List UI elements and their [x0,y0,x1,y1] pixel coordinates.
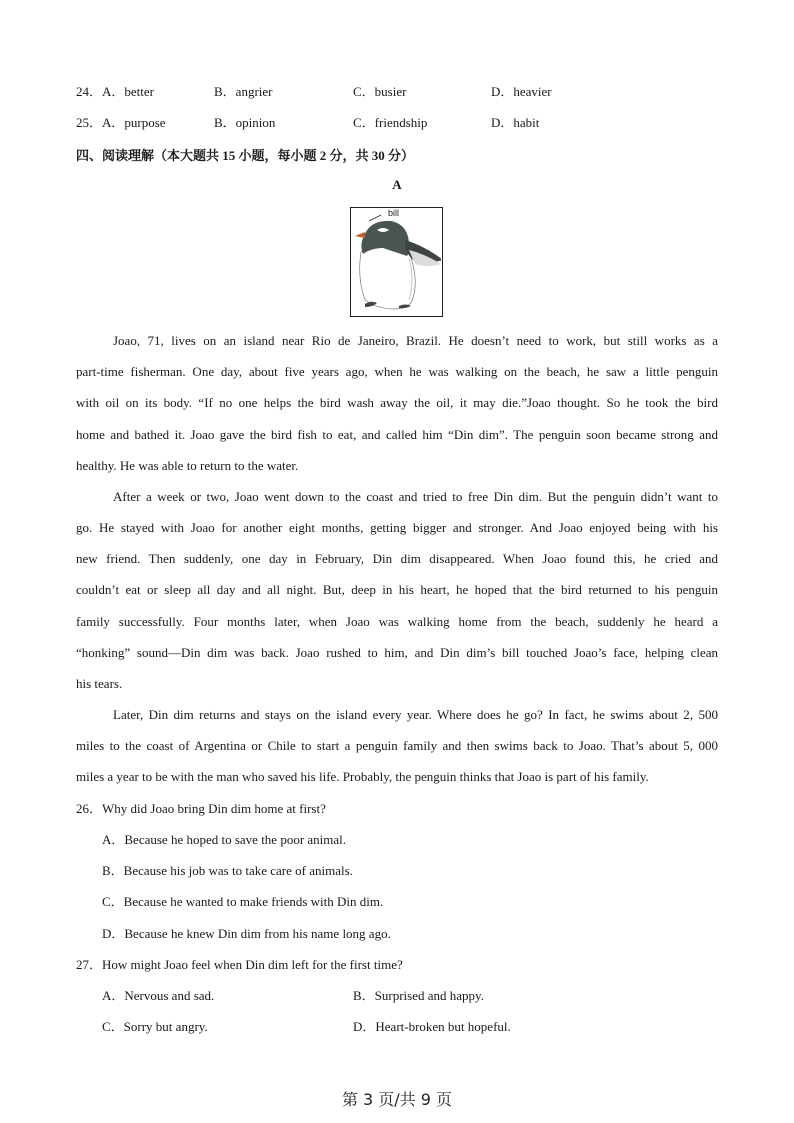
penguin-illustration [351,208,441,315]
question-27-stem: 27．How might Joao feel when Din dim left for the first time? [76,957,403,972]
paragraph-line: part-time fisherman. One day, about five years ago, when he was walking on the beach, he saw a little penguin [76,364,718,379]
option-c: C．busier [353,84,407,99]
option-b: B．opinion [214,115,276,130]
question-26-option-c: C．Because he wanted to make friends with Din dim. [102,894,384,909]
question-27-option-d: D．Heart-broken but hopeful. [353,1019,511,1034]
paragraph-line: go. He stayed with Joao for another eight months, getting bigger and stronger. And Joao enjoyed being with his [76,520,718,535]
paragraph-line: Later, Din dim returns and stays on the island every year. Where does he go? In fact, he swims about 2, 500 [113,707,718,722]
paragraph-line: new friend. Then suddenly, one day in February, Din dim disappeared. When Joao found this, he cried and [76,551,718,566]
question-27-option-a: A．Nervous and sad. [102,988,215,1003]
paragraph-line: with oil on its body. “If no one helps the bird wash away the oil, it may die.”Joao thought. So he took the bird [76,395,718,410]
paragraph-line: couldn’t eat or sleep all day and all night. But, deep in his heart, he hoped that the bird returned to his penguin [76,582,718,597]
figure-label-bill: bill [388,208,400,218]
question-number: 24． [76,84,103,99]
paragraph-line: After a week or two, Joao went down to the coast and tried to free Din dim. But the penguin didn’t want to [113,489,718,504]
penguin-figure [350,207,443,317]
page-footer: 第 3 页/共 9 页 [341,1090,453,1109]
option-d: D．heavier [491,84,552,99]
option-b: B．angrier [214,84,273,99]
question-26-stem: 26．Why did Joao bring Din dim home at first? [76,801,326,816]
option-c: C．friendship [353,115,428,130]
question-26-option-a: A．Because he hoped to save the poor animal. [102,832,347,847]
question-27-option-b: B．Surprised and happy. [353,988,484,1003]
question-26-option-b: B．Because his job was to take care of animals. [102,863,353,878]
paragraph-line: Joao, 71, lives on an island near Rio de Janeiro, Brazil. He doesn’t need to work, but still works as a [113,333,718,348]
paragraph-line: miles to the coast of Argentina or Chile to start a penguin family and then swims back to Joao. That’s about 5, 000 [76,738,718,753]
option-a: A．purpose [102,115,166,130]
passage-letter: A [392,177,402,192]
paragraph-line: his tears. [76,676,123,691]
question-27-option-c: C．Sorry but angry. [102,1019,208,1034]
section-title: 四、阅读理解（本大题共 15 小题，每小题 2 分，共 30 分） [76,148,415,163]
paragraph-line: home and bathed it. Joao gave the bird fish to eat, and called him “Din dim”. The penguin soon became strong and [76,427,718,442]
paragraph-line: healthy. He was able to return to the water. [76,458,299,473]
option-d: D．habit [491,115,540,130]
paragraph-line: miles a year to be with the man who saved his life. Probably, the penguin thinks that Joao is part of his family. [76,769,649,784]
paragraph-line: family successfully. Four months later, when Joao was walking home from the beach, suddenly he heard a [76,614,718,629]
question-26-option-d: D．Because he knew Din dim from his name long ago. [102,926,391,941]
question-number: 25． [76,115,103,130]
paragraph-line: “honking” sound—Din dim was back. Joao rushed to him, and Din dim’s bill touched Joao’s face, helping clean [76,645,718,660]
option-a: A．better [102,84,154,99]
